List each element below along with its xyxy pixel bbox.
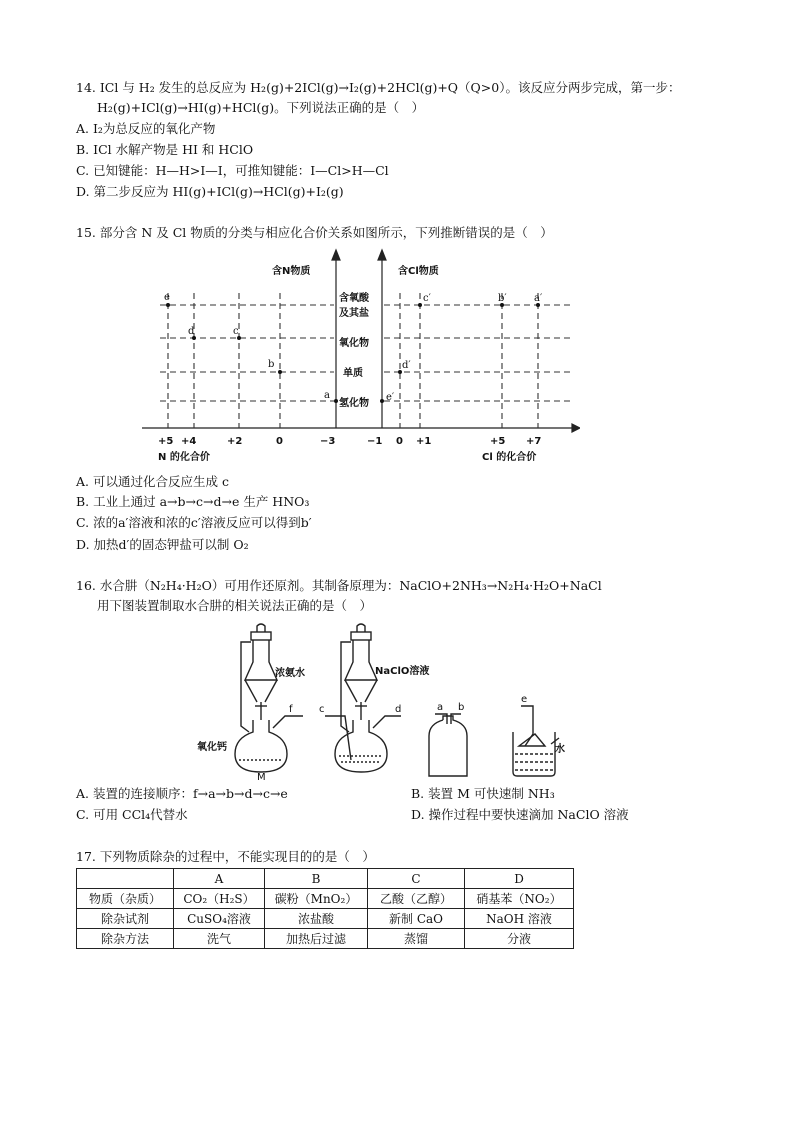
q14-option-b: B. ICl 水解产物是 HI 和 HClO (76, 142, 254, 157)
q17-impurity-table (76, 868, 574, 949)
table-cell: 硝基苯（NO₂） (465, 889, 574, 909)
q15-valence-diagram (140, 248, 580, 464)
q15-option-b: B. 工业上通过 a→b→c→d→e 生产 HNO₃ (76, 494, 310, 509)
table-cell: NaOH 溶液 (465, 909, 574, 929)
q16-apparatus-diagram (195, 620, 565, 780)
q14-stem-line1: 14. ICl 与 H₂ 发生的总反应为 H₂(g)+2ICl(g)→I₂(g)+2HCl(g)+Q（Q>0）。该反应分两步完成，第一步： (76, 80, 681, 95)
table-cell: 乙酸（乙醇） (368, 889, 465, 909)
cl-tick-plus1: +1 (416, 436, 432, 447)
table-header-row (77, 869, 574, 889)
n-substances-title: 含N物质 (272, 266, 311, 277)
table-cell: 浓盐酸 (265, 909, 368, 929)
table-cell: A (174, 869, 265, 889)
table-row (77, 889, 574, 909)
cl-tick-plus5: +5 (490, 436, 506, 447)
point-a-prime (380, 399, 384, 403)
label-d-prime: b′ (498, 293, 507, 304)
label-a: a (324, 390, 330, 401)
n-tick-minus3: −3 (320, 436, 336, 447)
table-cell: 分液 (465, 929, 574, 949)
cl-tick-0: 0 (396, 436, 403, 447)
q14-stem-line2: H₂(g)+ICl(g)→HI(g)+HCl(g)。下列说法正确的是（ ） (97, 100, 425, 115)
category-element: 单质 (343, 368, 363, 379)
point-a (334, 399, 338, 403)
label-water: 水 (555, 744, 565, 755)
table-cell: CuSO₄溶液 (174, 909, 265, 929)
q14-option-a: A. I₂为总反应的氧化产物 (76, 121, 216, 136)
label-m: M (257, 772, 266, 780)
point-c-prime (418, 303, 422, 307)
port-e: e (521, 694, 528, 705)
table-cell: 加热后过滤 (265, 929, 368, 949)
category-salt: 及其盐 (339, 308, 369, 319)
n-axis-label: N 的化合价 (158, 452, 210, 463)
table-cell: 除杂试剂 (77, 909, 174, 929)
q16-option-b: B. 装置 M 可快速制 NH₃ (411, 786, 555, 801)
label-naclo-solution: NaClO溶液 (375, 666, 430, 677)
n-tick-0: 0 (276, 436, 283, 447)
label-ammonia: 浓氨水 (275, 668, 305, 679)
q15-option-a: A. 可以通过化合反应生成 c (76, 474, 229, 489)
label-c-prime: c′ (423, 293, 431, 304)
table-cell: CO₂（H₂S） (174, 889, 265, 909)
table-cell: 除杂方法 (77, 929, 174, 949)
q15-stem: 15. 部分含 N 及 Cl 物质的分类与相应化合价关系如图所示，下列推断错误的是（ ） (76, 225, 553, 240)
port-d: d (395, 704, 402, 715)
label-calcium-oxide: 氧化钙 (197, 742, 227, 753)
table-cell: 蒸馏 (368, 929, 465, 949)
table-cell: B (265, 869, 368, 889)
point-b (278, 370, 282, 374)
table-cell: 物质（杂质） (77, 889, 174, 909)
table-row (77, 909, 574, 929)
label-e: e (164, 292, 170, 303)
table-row (77, 929, 574, 949)
cl-axis-label: Cl 的化合价 (482, 452, 537, 463)
n-tick-plus4: +4 (181, 436, 197, 447)
port-b: b (458, 702, 465, 713)
port-f: f (289, 704, 293, 715)
label-b: b (268, 359, 275, 370)
label-e-prime: a′ (534, 293, 543, 304)
category-hydride: 氢化物 (339, 398, 369, 409)
cl-substances-title: 含Cl物质 (398, 266, 439, 277)
table-cell: 洗气 (174, 929, 265, 949)
q16-option-d: D. 操作过程中要快速滴加 NaClO 溶液 (411, 807, 629, 822)
port-a: a (437, 702, 444, 713)
label-d: d (188, 326, 195, 337)
cl-tick-minus1: −1 (367, 436, 383, 447)
cl-tick-plus7: +7 (526, 436, 542, 447)
q16-option-c: C. 可用 CCl₄代替水 (76, 807, 188, 822)
q16-option-a: A. 装置的连接顺序：f→a→b→d→c→e (76, 786, 288, 801)
category-oxide: 氧化物 (339, 338, 369, 349)
label-c: c (233, 326, 239, 337)
q14-option-d: D. 第二步反应为 HI(g)+ICl(g)→HCl(g)+I₂(g) (76, 184, 344, 199)
table-cell: 新制 CaO (368, 909, 465, 929)
q15-option-d: D. 加热d′的固态钾盐可以制 O₂ (76, 537, 249, 552)
n-tick-plus5: +5 (158, 436, 174, 447)
category-oxyacid: 含氧酸 (339, 293, 369, 304)
q16-stem-line2: 用下图装置制取水合肼的相关说法正确的是（ ） (97, 598, 373, 613)
table-cell (77, 869, 174, 889)
q16-stem-line1: 16. 水合肼（N₂H₄·H₂O）可用作还原剂。其制备原理为：NaClO+2NH₃→N₂H₄·H₂O+NaCl (76, 578, 602, 593)
table-cell: D (465, 869, 574, 889)
label-b-prime: d′ (402, 360, 411, 371)
port-c: c (319, 704, 325, 715)
point-e (166, 303, 170, 307)
label-a-prime: e′ (386, 392, 395, 403)
q14-option-c: C. 已知键能：H—H>I—I，可推知键能：I—Cl>H—Cl (76, 163, 389, 178)
q17-stem: 17. 下列物质除杂的过程中，不能实现目的的是（ ） (76, 849, 375, 864)
table-cell: C (368, 869, 465, 889)
table-cell: 碳粉（MnO₂） (265, 889, 368, 909)
q15-option-c: C. 浓的a′溶液和浓的c′溶液反应可以得到b′ (76, 515, 312, 530)
n-tick-plus2: +2 (227, 436, 243, 447)
